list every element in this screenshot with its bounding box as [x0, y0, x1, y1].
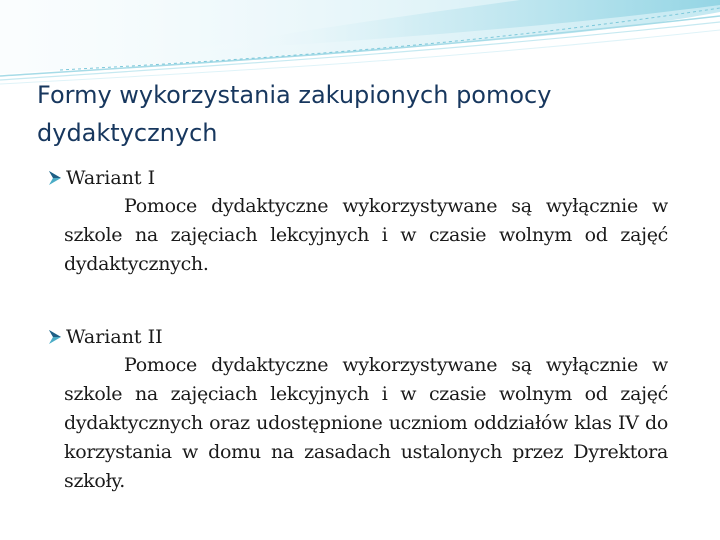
variant-label-1: Wariant I — [66, 167, 156, 189]
arrow-bullet-icon — [49, 171, 61, 185]
variant-text-1: Pomoce dydaktyczne wykorzystywane są wyłącznie w szkole na zajęciach lekcyjnych i w czasie wolnym od zajęć dydaktycznych. — [64, 195, 668, 275]
variant-heading-1 — [49, 164, 673, 192]
variant-text-2: Pomoce dydaktyczne wykorzystywane są wyłącznie w szkole na zajęciach lekcyjnych i w czasie wolnym od zajęć dydaktycznych oraz udostępnione uczniom oddziałów klas IV do korzystania w domu na zasadach ustalonych przez Dyrektora szkoły. — [64, 354, 668, 492]
arrow-bullet-icon — [49, 330, 61, 344]
variant-label-2: Wariant II — [66, 326, 163, 348]
slide-title: Formy wykorzystania zakupionych pomocy dydaktycznych — [37, 81, 552, 147]
variant-bullet-1 — [49, 164, 673, 279]
variant-bullet-2 — [49, 323, 673, 496]
variant-heading-2 — [49, 323, 673, 351]
